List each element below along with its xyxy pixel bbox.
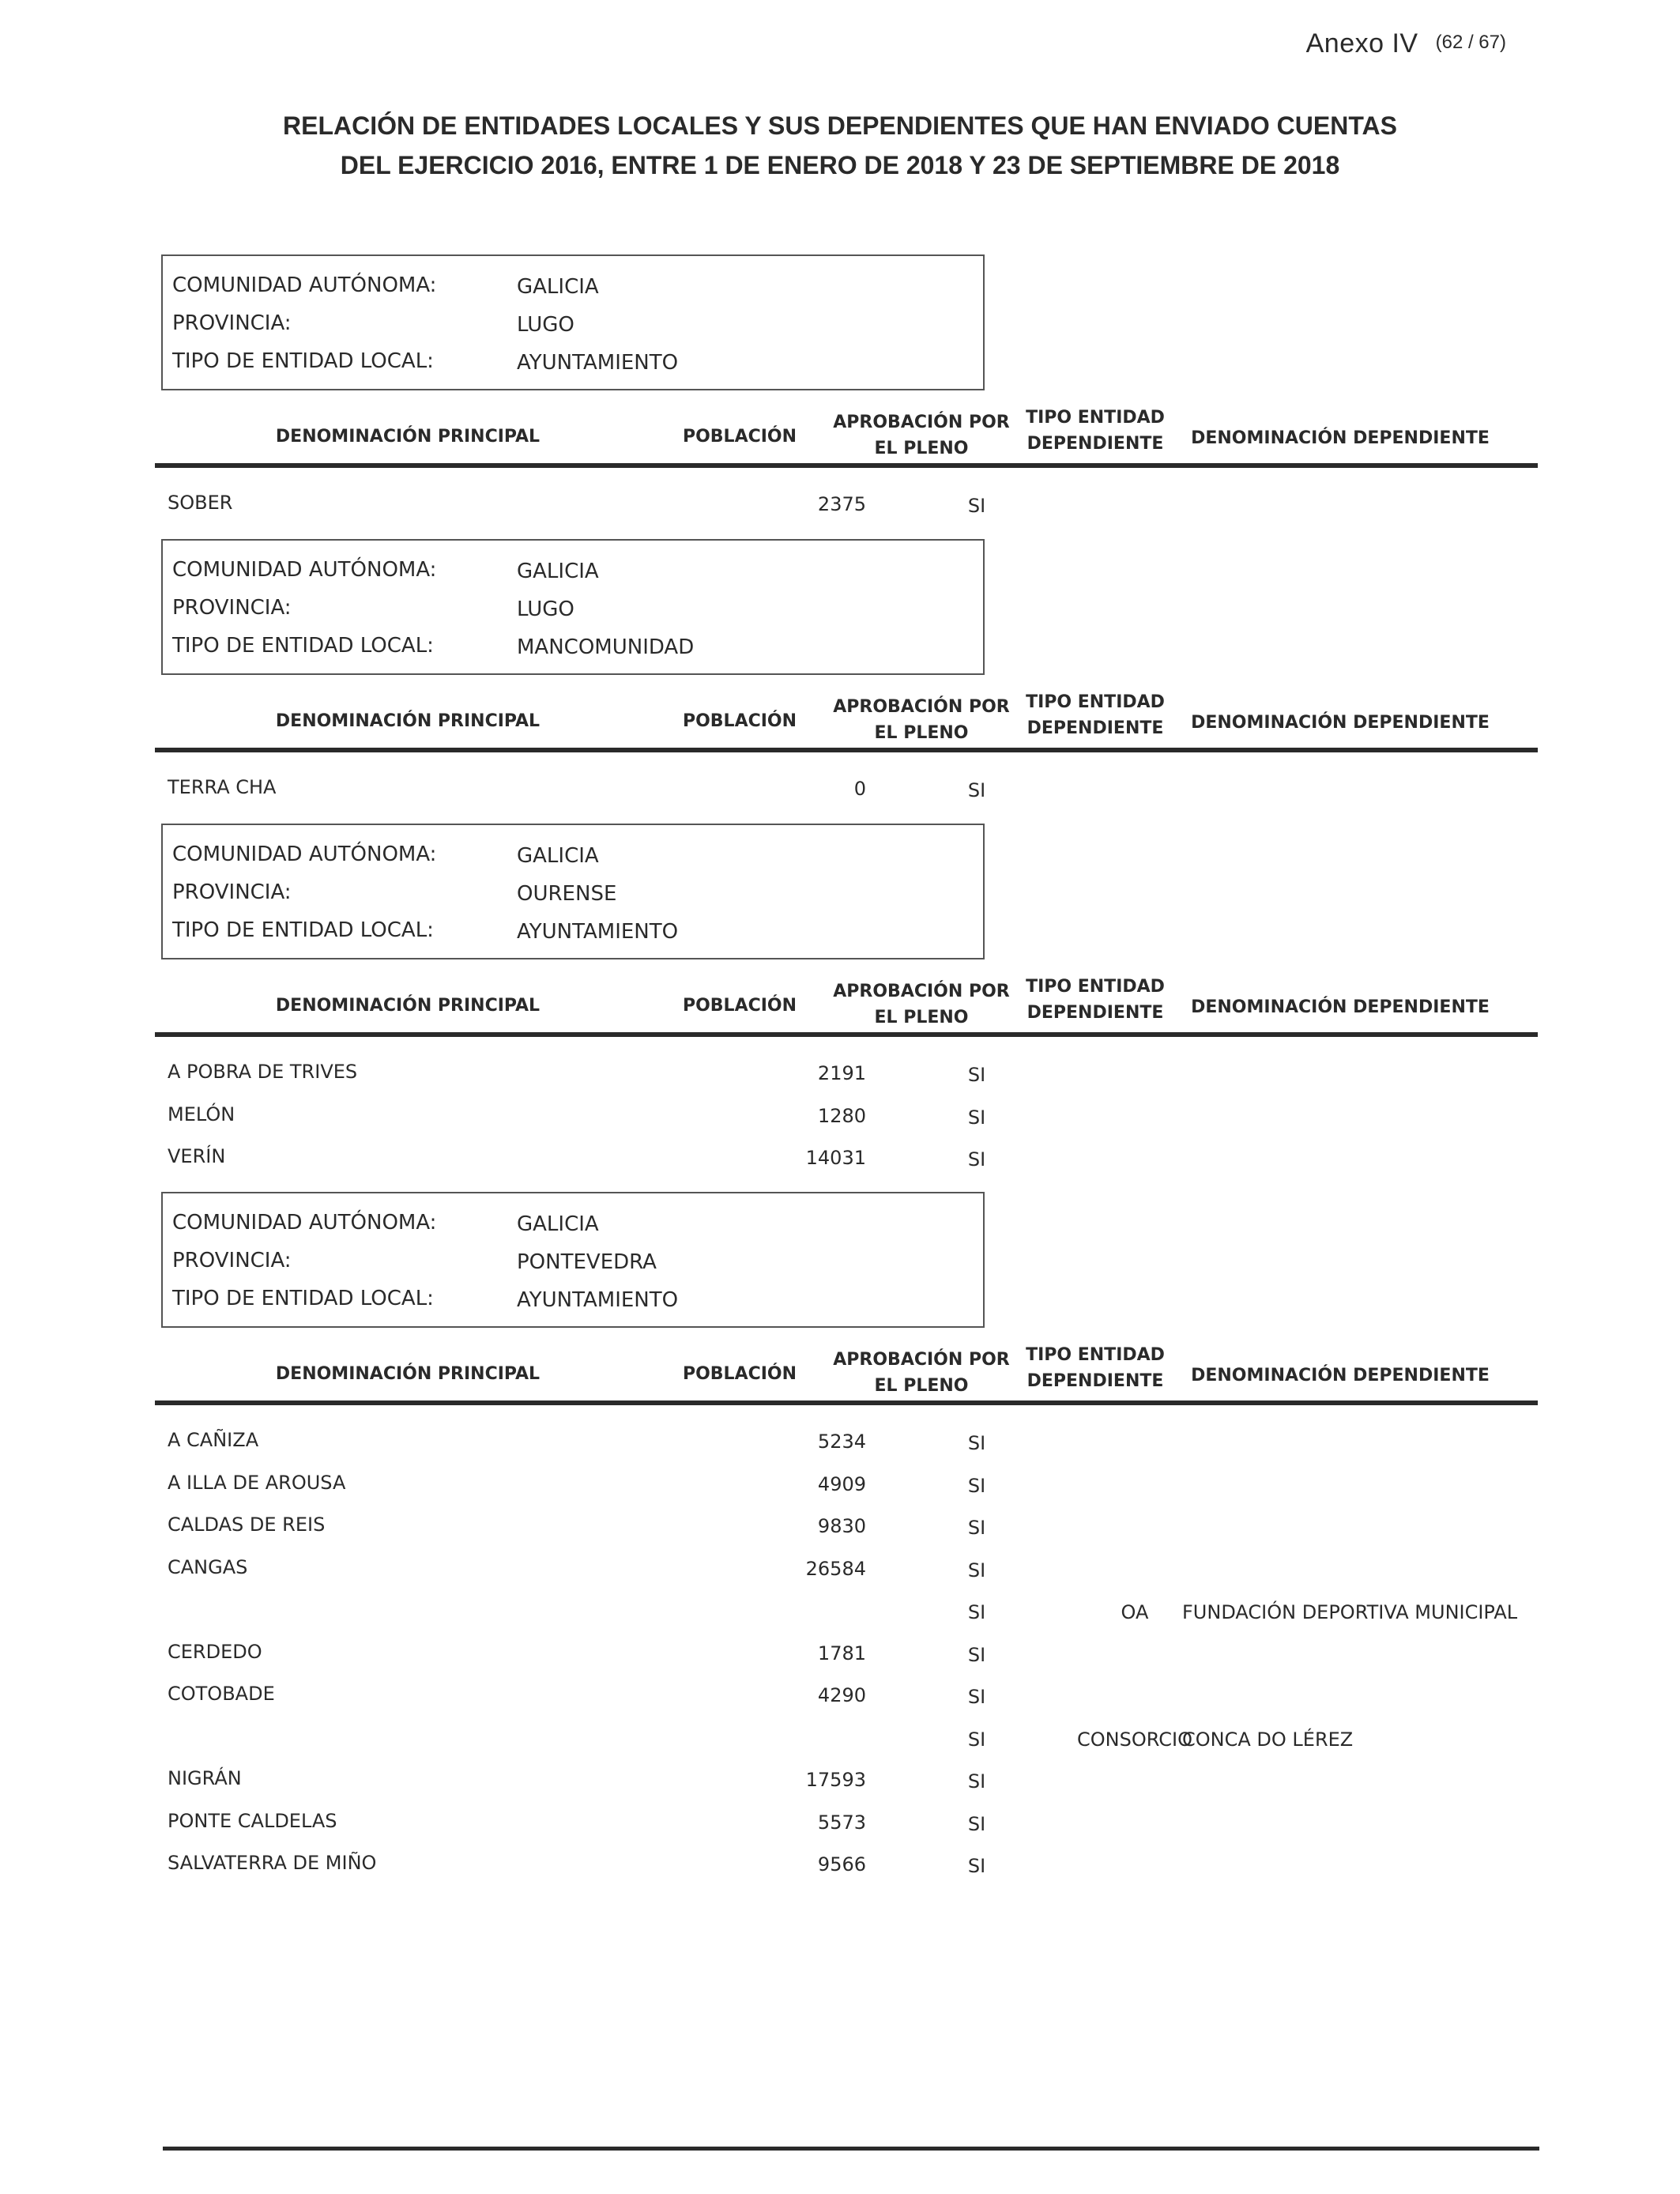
table-row: [155, 1556, 1538, 1596]
document-title: [0, 106, 1680, 185]
col-aprobacion-pleno-text: APROBACIÓN POR: [833, 697, 1010, 717]
table-row: [155, 1061, 1538, 1100]
population: 17593: [805, 1769, 866, 1791]
population: 0: [853, 778, 866, 800]
col-tipo-entidad-dependiente: [985, 405, 1206, 457]
table-row: [155, 1725, 1538, 1765]
tipo-entidad-local-value: MANCOMUNIDAD: [517, 635, 695, 659]
table-row: [155, 1767, 1538, 1807]
comunidad-autonoma-label: COMUNIDAD AUTÓNOMA:: [172, 1211, 437, 1235]
table-row: [155, 1103, 1538, 1143]
provincia-label: PROVINCIA:: [172, 880, 292, 904]
entity-name: CANGAS: [168, 1555, 248, 1578]
comunidad-autonoma-label: COMUNIDAD AUTÓNOMA:: [172, 273, 437, 297]
provincia-value: PONTEVEDRA: [517, 1250, 657, 1274]
entity-name: NIGRÁN: [168, 1767, 242, 1789]
col-denominacion-dependiente: [1174, 1363, 1506, 1389]
provincia-value: LUGO: [517, 598, 574, 621]
header-rule: [155, 1400, 1538, 1405]
entity-name: CERDEDO: [168, 1640, 262, 1663]
comunidad-autonoma-value: GALICIA: [517, 1212, 599, 1236]
population: 4909: [817, 1472, 866, 1495]
plenary-approval: SI: [967, 1812, 986, 1835]
provincia-value: OURENSE: [517, 882, 617, 906]
tipo-entidad-local-value: AYUNTAMIENTO: [517, 1288, 679, 1312]
dependent-name: FUNDACIÓN DEPORTIVA MUNICIPAL: [1182, 1601, 1518, 1623]
dependent-name: CONCA DO LÉREZ: [1182, 1728, 1354, 1751]
table-row: [155, 1145, 1538, 1185]
table-row: [155, 776, 1538, 816]
entity-info-box: [161, 539, 985, 675]
col-poblacion-text: POBLACIÓN: [682, 427, 797, 447]
entity-name: A POBRA DE TRIVES: [168, 1061, 358, 1083]
tipo-entidad-local-label: TIPO DE ENTIDAD LOCAL:: [172, 634, 434, 658]
col-poblacion-text: POBLACIÓN: [682, 1364, 797, 1384]
plenary-approval: SI: [967, 1474, 986, 1497]
population: 1280: [817, 1104, 866, 1127]
population: 5234: [817, 1431, 866, 1453]
col-poblacion-text: POBLACIÓN: [682, 996, 797, 1016]
entity-section: [155, 824, 1538, 1188]
col-tipo-entidad-dependiente: [985, 689, 1206, 741]
comunidad-autonoma-label: COMUNIDAD AUTÓNOMA:: [172, 558, 437, 582]
entity-name: TERRA CHA: [168, 776, 277, 798]
entity-info-box: [161, 824, 985, 959]
dependent-type: CONSORCIO: [1077, 1728, 1192, 1751]
provincia-label: PROVINCIA:: [172, 596, 292, 620]
col-denominacion-dependiente: [1174, 710, 1506, 736]
col-denominacion-dependiente: [1174, 994, 1506, 1020]
plenary-approval: SI: [967, 1517, 986, 1539]
provincia-value: LUGO: [517, 313, 574, 337]
footer-rule: [163, 2147, 1539, 2151]
plenary-approval: SI: [967, 1643, 986, 1666]
population: 2375: [817, 493, 866, 515]
col-denominacion-dependiente-text: DENOMINACIÓN DEPENDIENTE: [1191, 997, 1490, 1017]
col-denominacion-principal: [250, 708, 566, 734]
tipo-entidad-local-value: AYUNTAMIENTO: [517, 920, 679, 944]
col-tipo-entidad-dependiente-text: DEPENDIENTE: [1026, 1371, 1164, 1391]
entity-name: A ILLA DE AROUSA: [168, 1471, 346, 1494]
population: 4290: [817, 1684, 866, 1706]
plenary-approval: SI: [967, 1770, 986, 1793]
col-aprobacion-pleno-text: APROBACIÓN POR: [833, 413, 1010, 432]
population: 5573: [817, 1811, 866, 1834]
entity-info-box: [161, 1192, 985, 1328]
population: 2191: [817, 1062, 866, 1084]
tipo-entidad-local-value: AYUNTAMIENTO: [517, 351, 679, 375]
table-row: [155, 1852, 1538, 1891]
entity-name: CALDAS DE REIS: [168, 1514, 326, 1536]
col-denominacion-principal-text: DENOMINACIÓN PRINCIPAL: [275, 1364, 541, 1384]
col-aprobacion-pleno-text: EL PLENO: [874, 1008, 969, 1027]
table-row: [155, 1429, 1538, 1468]
population: 1781: [817, 1642, 866, 1664]
comunidad-autonoma-value: GALICIA: [517, 560, 599, 583]
col-aprobacion-pleno-text: APROBACIÓN POR: [833, 1350, 1010, 1370]
table-row: [155, 1472, 1538, 1511]
comunidad-autonoma-label: COMUNIDAD AUTÓNOMA:: [172, 843, 437, 866]
population: 14031: [805, 1147, 866, 1169]
entity-name: SOBER: [168, 492, 233, 514]
plenary-approval: SI: [967, 495, 986, 517]
col-denominacion-dependiente-text: DENOMINACIÓN DEPENDIENTE: [1191, 428, 1490, 448]
plenary-approval: SI: [967, 1559, 986, 1581]
col-denominacion-principal-text: DENOMINACIÓN PRINCIPAL: [275, 427, 541, 447]
population: 9830: [817, 1515, 866, 1537]
col-aprobacion-pleno-text: APROBACIÓN POR: [833, 982, 1010, 1001]
table-row: [155, 1683, 1538, 1722]
table-row: [155, 1514, 1538, 1553]
table-row: [155, 1810, 1538, 1849]
col-poblacion-text: POBLACIÓN: [682, 711, 797, 731]
plenary-approval: SI: [967, 1106, 986, 1129]
col-denominacion-principal-text: DENOMINACIÓN PRINCIPAL: [275, 996, 541, 1016]
entity-name: PONTE CALDELAS: [168, 1809, 337, 1832]
table-row: [155, 492, 1538, 531]
col-tipo-entidad-dependiente-text: DEPENDIENTE: [1026, 718, 1164, 738]
header-rule: [155, 748, 1538, 752]
col-tipo-entidad-dependiente-text: TIPO ENTIDAD: [1026, 692, 1165, 712]
plenary-approval: SI: [967, 1728, 986, 1751]
entity-name: SALVATERRA DE MIÑO: [168, 1852, 377, 1874]
header-rule: [155, 463, 1538, 468]
table-row: [155, 1598, 1538, 1638]
tipo-entidad-local-label: TIPO DE ENTIDAD LOCAL:: [172, 918, 434, 942]
annex-label: Anexo IV: [1305, 28, 1418, 58]
plenary-approval: SI: [967, 1855, 986, 1877]
col-tipo-entidad-dependiente-text: TIPO ENTIDAD: [1026, 408, 1165, 428]
plenary-approval: SI: [967, 1432, 986, 1454]
col-denominacion-principal: [250, 1361, 566, 1387]
plenary-approval: SI: [967, 1601, 986, 1623]
provincia-label: PROVINCIA:: [172, 311, 292, 335]
entity-info-box: [161, 254, 985, 390]
plenary-approval: SI: [967, 779, 986, 801]
population: 9566: [817, 1853, 866, 1875]
annex-header: [1306, 28, 1506, 59]
entity-section: [155, 1192, 1538, 1894]
col-aprobacion-pleno-text: EL PLENO: [874, 723, 969, 743]
plenary-approval: SI: [967, 1686, 986, 1708]
tipo-entidad-local-label: TIPO DE ENTIDAD LOCAL:: [172, 1287, 434, 1310]
col-denominacion-principal-text: DENOMINACIÓN PRINCIPAL: [275, 711, 541, 731]
plenary-approval: SI: [967, 1148, 986, 1171]
entity-name: A CAÑIZA: [168, 1429, 259, 1451]
col-aprobacion-pleno-text: EL PLENO: [874, 439, 969, 458]
entity-name: COTOBADE: [168, 1683, 275, 1705]
table-row: [155, 1641, 1538, 1680]
header-rule: [155, 1032, 1538, 1037]
comunidad-autonoma-value: GALICIA: [517, 275, 599, 299]
plenary-approval: SI: [967, 1064, 986, 1086]
entity-name: MELÓN: [168, 1103, 235, 1125]
col-tipo-entidad-dependiente-text: DEPENDIENTE: [1026, 434, 1164, 454]
col-aprobacion-pleno-text: EL PLENO: [874, 1376, 969, 1396]
entity-section: [155, 539, 1538, 819]
col-tipo-entidad-dependiente-text: TIPO ENTIDAD: [1026, 1345, 1165, 1365]
col-tipo-entidad-dependiente: [985, 974, 1206, 1026]
entity-name: VERÍN: [168, 1145, 226, 1167]
col-denominacion-dependiente-text: DENOMINACIÓN DEPENDIENTE: [1191, 713, 1490, 733]
title-line-1: RELACIÓN DE ENTIDADES LOCALES Y SUS DEPENDIENTES QUE HAN ENVIADO CUENTAS: [283, 111, 1397, 140]
dependent-type: OA: [1121, 1601, 1149, 1623]
col-denominacion-dependiente: [1174, 425, 1506, 451]
title-line-2: DEL EJERCICIO 2016, ENTRE 1 DE ENERO DE 2018 Y 23 DE SEPTIEMBRE DE 2018: [340, 151, 1340, 179]
population: 26584: [805, 1557, 866, 1580]
entity-section: [155, 254, 1538, 534]
comunidad-autonoma-value: GALICIA: [517, 844, 599, 868]
col-denominacion-principal: [250, 424, 566, 450]
col-denominacion-dependiente-text: DENOMINACIÓN DEPENDIENTE: [1191, 1366, 1490, 1385]
col-denominacion-principal: [250, 993, 566, 1019]
page-counter: (62 / 67): [1435, 32, 1506, 53]
col-tipo-entidad-dependiente-text: TIPO ENTIDAD: [1026, 977, 1165, 997]
col-tipo-entidad-dependiente: [985, 1342, 1206, 1394]
col-tipo-entidad-dependiente-text: DEPENDIENTE: [1026, 1003, 1164, 1023]
provincia-label: PROVINCIA:: [172, 1249, 292, 1272]
tipo-entidad-local-label: TIPO DE ENTIDAD LOCAL:: [172, 349, 434, 373]
